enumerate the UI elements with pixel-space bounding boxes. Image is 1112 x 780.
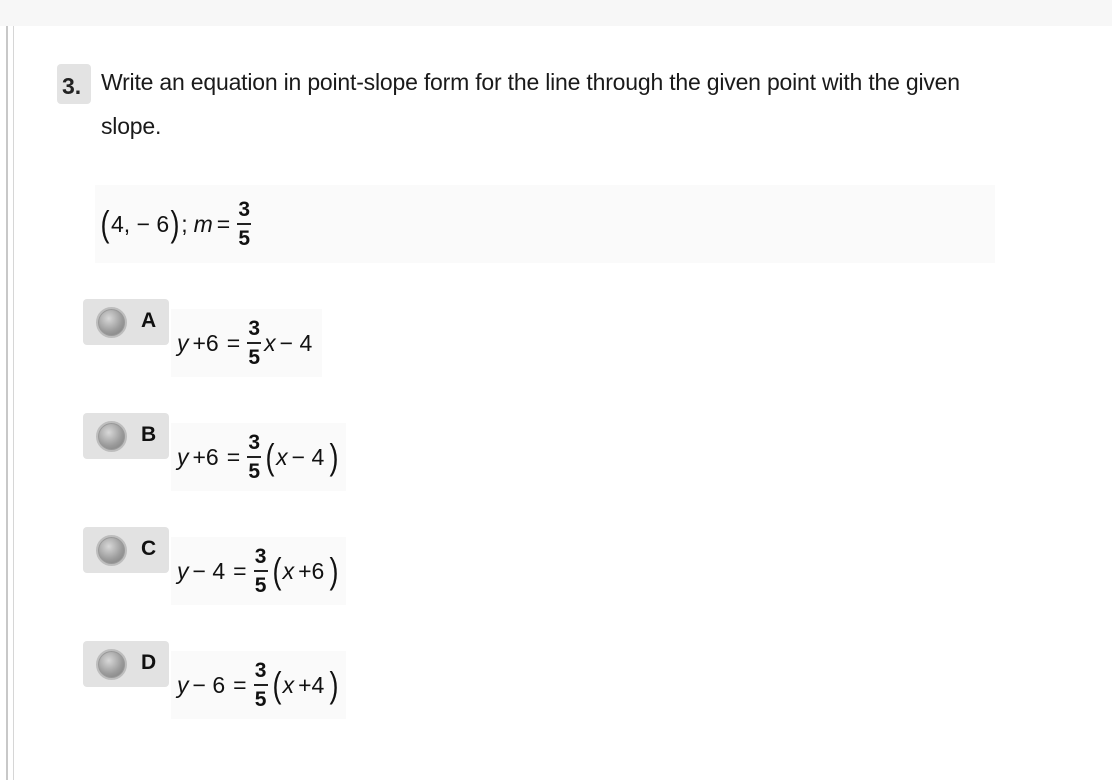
numerator: 3 [248,431,261,455]
given-point-and-slope [95,185,995,263]
fraction-bar [237,223,251,225]
slope-fraction [254,546,268,596]
radio-button-c[interactable] [96,535,127,566]
lhs-term: − 6 [192,671,226,698]
lhs-term: − 4 [192,557,226,584]
radio-button-d[interactable] [96,649,127,680]
rhs-term: +4 [298,671,325,698]
choice-expression [171,651,346,719]
lhs-term: +6 [192,329,219,356]
slope-denominator: 5 [238,226,251,250]
radio-button-b[interactable] [96,421,127,452]
lhs-variable: y [177,671,189,698]
fraction-bar [254,570,268,572]
denominator: 5 [248,459,261,483]
choice-expression [171,423,346,491]
radio-button-a[interactable] [96,307,127,338]
denominator: 5 [254,573,267,597]
question-prompt: Write an equation in point-slope form for the line through the given point with the given slope. [101,69,960,139]
equals-sign: = [233,671,247,698]
given-point: 4, − 6 [111,210,170,237]
slope-fraction [247,318,261,368]
lhs-variable: y [177,557,189,584]
choice-letter: B [141,423,157,446]
given-expression [99,199,254,249]
slope-fraction [254,660,268,710]
choice-a[interactable] [83,299,383,389]
choice-c[interactable] [83,527,383,617]
left-frame-line [6,26,8,780]
denominator: 5 [248,345,261,369]
left-frame-line-inner [13,26,14,780]
open-paren: ( [265,436,275,477]
open-paren: ( [272,664,282,705]
choice-d[interactable] [83,641,383,731]
choice-expression [171,309,322,377]
fraction-bar [247,456,261,458]
choice-letter: A [141,309,157,332]
separator: ; [181,210,188,237]
rhs-term: − 4 [279,329,313,356]
close-paren: ) [329,436,339,477]
close-paren: ) [329,550,339,591]
choice-letter: C [141,537,157,560]
choice-expression [171,537,346,605]
rhs-variable: x [282,557,295,584]
rhs-variable: x [276,443,288,470]
choice-letter: D [141,651,157,674]
close-paren: ) [170,203,180,244]
lhs-term: +6 [192,443,219,470]
equals-sign: = [226,443,241,470]
question-number: 3. [57,64,91,104]
slope-numerator: 3 [238,198,251,222]
numerator: 3 [254,545,267,569]
fraction-bar [254,684,268,686]
numerator: 3 [254,659,267,683]
slope-fraction [237,199,251,249]
rhs-variable: x [282,671,295,698]
denominator: 5 [254,687,267,711]
equals-sign: = [233,557,247,584]
lhs-variable: y [177,443,189,470]
lhs-variable: y [177,329,189,356]
top-bar [0,0,1112,26]
open-paren: ( [272,550,282,591]
equals-sign: = [216,210,231,237]
open-paren: ( [100,203,110,244]
choice-b[interactable] [83,413,383,503]
slope-fraction [247,432,261,482]
close-paren: ) [329,664,339,705]
fraction-bar [247,342,261,344]
rhs-term: − 4 [291,443,325,470]
slope-variable: m [193,210,213,237]
rhs-term: +6 [298,557,325,584]
equals-sign: = [226,329,241,356]
numerator: 3 [248,317,261,341]
rhs-variable: x [264,329,276,356]
